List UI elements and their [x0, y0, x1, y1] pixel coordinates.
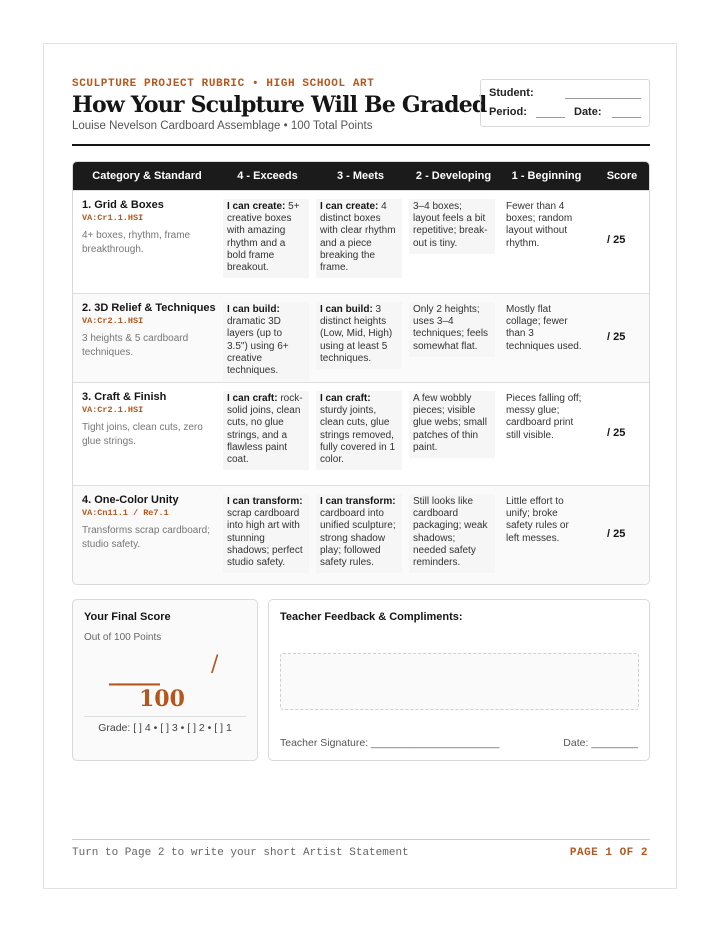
- developing-cell: Still looks like cardboard packaging; weak shadows; needed safety reminders.: [409, 494, 495, 573]
- final-score-card: [72, 599, 258, 761]
- meets-lead: I can transform:: [320, 496, 396, 507]
- category-description: 4+ boxes, rhythm, frame breakthrough.: [82, 230, 191, 255]
- page-subtitle: Louise Nevelson Cardboard Assemblage • 100 Total Points: [72, 120, 373, 132]
- category-standard: VA:Cr2.1.HSI: [82, 405, 144, 415]
- table-row: [73, 382, 650, 485]
- student-info-box: [480, 79, 650, 127]
- category-description: Transforms scrap cardboard; studio safety.: [82, 525, 211, 550]
- exceeds-text: dramatic 3D layers (up to 3.5") using 6+ creative techniques.: [227, 316, 289, 377]
- category-name: 4. One-Color Unity: [82, 494, 179, 506]
- meets-cell: [316, 391, 402, 470]
- header-meets: 3 - Meets: [336, 170, 385, 182]
- header-divider: [72, 144, 650, 146]
- exceeds-text: scrap cardboard into high art with stunning shadows; perfect studio safety.: [227, 508, 303, 569]
- final-score-subtitle: Out of 100 Points: [84, 632, 162, 643]
- beginning-cell: Pieces falling off; messy glue; cardboard print still visible.: [506, 393, 582, 441]
- exceeds-lead: I can transform:: [227, 496, 303, 507]
- grade-checkboxes[interactable]: Grade: [ ] 4 • [ ] 3 • [ ] 2 • [ ] 1: [98, 722, 232, 734]
- category-standard: VA:Cr1.1.HSI: [82, 213, 144, 223]
- header-category: Category & Standard: [92, 170, 202, 182]
- exceeds-text: rock-solid joins, clean cuts, no glue strings, and a flawless paint coat.: [227, 393, 303, 466]
- category-name: 1. Grid & Boxes: [82, 199, 164, 211]
- table-header: [73, 162, 650, 190]
- period-label: Period:: [489, 106, 527, 118]
- meets-lead: I can create:: [320, 201, 379, 212]
- category-description: Tight joins, clean cuts, zero glue strings.: [82, 422, 203, 447]
- score-cell[interactable]: / 25: [607, 427, 626, 439]
- category-cell: [82, 302, 217, 360]
- final-score-title: Your Final Score: [84, 611, 171, 623]
- teacher-feedback-card: [268, 599, 650, 761]
- meets-lead: I can craft:: [320, 393, 371, 404]
- exceeds-lead: I can create:: [227, 201, 286, 212]
- developing-cell: Only 2 heights; uses 3–4 techniques; feels somewhat flat.: [409, 302, 495, 357]
- feedback-date-line[interactable]: Date: ________: [563, 737, 638, 749]
- period-field[interactable]: [536, 117, 565, 118]
- table-row: [73, 293, 650, 382]
- rubric-kicker: SCULPTURE PROJECT RUBRIC • HIGH SCHOOL ART: [72, 78, 375, 90]
- score-cell[interactable]: / 25: [607, 528, 626, 540]
- category-cell: [82, 391, 217, 449]
- header-developing: 2 - Developing: [415, 170, 492, 182]
- student-label: Student:: [489, 87, 534, 99]
- page-number: PAGE 1 OF 2: [569, 847, 648, 859]
- table-row: [73, 190, 650, 293]
- beginning-cell: Fewer than 4 boxes; random layout without rhythm.: [506, 201, 573, 249]
- category-name: 2. 3D Relief & Techniques: [82, 302, 216, 314]
- feedback-input-area[interactable]: [280, 653, 639, 710]
- meets-text: 3 distinct heights (Low, Mid, High) using at least 5 techniques.: [320, 304, 393, 364]
- header-exceeds: 4 - Exceeds: [237, 170, 298, 182]
- final-score-blank[interactable]: _____: [109, 660, 159, 686]
- category-cell: [82, 494, 217, 552]
- feedback-title: Teacher Feedback & Compliments:: [280, 611, 463, 623]
- category-standard: VA:Cn11.1 / Re7.1: [82, 508, 169, 518]
- footer-divider: [72, 839, 650, 840]
- exceeds-lead: I can build:: [227, 304, 280, 315]
- header-score: Score: [606, 170, 638, 182]
- rubric-table: [72, 161, 650, 585]
- final-score-divider: [84, 716, 246, 717]
- exceeds-cell: [223, 302, 309, 381]
- meets-text: cardboard into unified sculpture; strong shadow play; followed safety rules.: [320, 508, 396, 569]
- exceeds-cell: [223, 199, 309, 278]
- category-cell: [82, 199, 217, 257]
- developing-cell: A few wobbly pieces; visible glue webs; small patches of thin paint.: [409, 391, 495, 458]
- meets-cell: [316, 199, 402, 278]
- meets-text: 4 distinct boxes with clear rhythm and a piece breaking the frame.: [320, 201, 396, 274]
- exceeds-text: 5+ creative boxes with amazing rhythm and a bold frame breakout.: [227, 201, 300, 274]
- beginning-cell: Mostly flat collage; fewer than 3 techniques used.: [506, 304, 582, 352]
- meets-text: sturdy joints, clean cuts, glue strings removed, fully covered in 1 color.: [320, 405, 396, 466]
- exceeds-lead: I can craft:: [227, 393, 278, 404]
- page-title: How Your Sculpture Will Be Graded: [72, 92, 487, 118]
- meets-cell: [316, 494, 402, 573]
- date-field[interactable]: [612, 117, 641, 118]
- table-row: [73, 485, 650, 585]
- final-score-slash: /: [211, 652, 219, 677]
- exceeds-cell: [223, 494, 309, 573]
- meets-lead: I can build:: [320, 304, 373, 315]
- student-name-field[interactable]: [565, 98, 641, 99]
- footer-note: Turn to Page 2 to write your short Artist Statement: [72, 847, 409, 859]
- exceeds-cell: [223, 391, 309, 470]
- date-label: Date:: [574, 106, 602, 118]
- rubric-page: [43, 43, 677, 889]
- header-beginning: 1 - Beginning: [511, 170, 582, 182]
- teacher-signature-line[interactable]: Teacher Signature: ______________________: [280, 737, 500, 749]
- category-standard: VA:Cr2.1.HSI: [82, 316, 144, 326]
- final-score-total: 100: [139, 686, 185, 712]
- score-cell[interactable]: / 25: [607, 331, 626, 343]
- beginning-cell: Little effort to unify; broke safety rules or left messes.: [506, 496, 569, 544]
- meets-cell: [316, 302, 402, 369]
- score-cell[interactable]: / 25: [607, 234, 626, 246]
- category-description: 3 heights & 5 cardboard techniques.: [82, 333, 189, 358]
- developing-cell: 3–4 boxes; layout feels a bit repetitive; break-out is tiny.: [409, 199, 495, 254]
- category-name: 3. Craft & Finish: [82, 391, 167, 403]
